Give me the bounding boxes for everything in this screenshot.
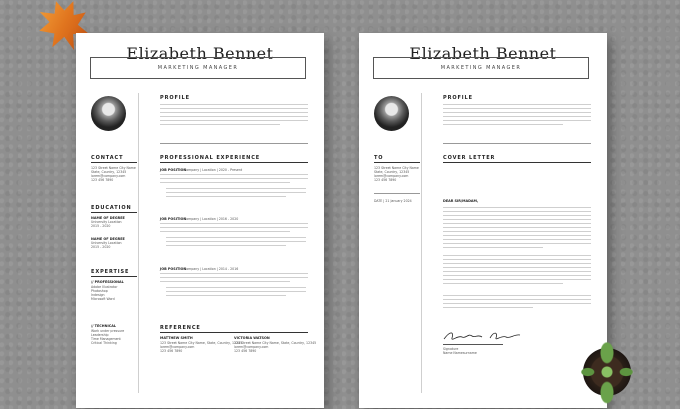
job-meta: Company | Location | 2020 - Present bbox=[184, 168, 243, 172]
profile-text-line bbox=[443, 104, 591, 105]
divider bbox=[443, 143, 591, 144]
expertise-item: Time Management bbox=[91, 337, 121, 341]
cover-title-box bbox=[373, 57, 589, 79]
expertise-heading: EXPERTISE bbox=[91, 269, 130, 275]
reference-heading: REFERENCE bbox=[160, 325, 201, 331]
divider bbox=[91, 162, 137, 163]
profile-text-line bbox=[160, 120, 308, 121]
expertise-title: // TECHNICAL bbox=[91, 324, 116, 328]
cover-name: Elizabeth Bennet bbox=[409, 44, 557, 63]
job-meta: Company | Location | 2014 - 2016 bbox=[184, 267, 239, 271]
job-bullet-line bbox=[166, 192, 306, 193]
profile-text-line bbox=[160, 112, 308, 113]
letter-text-line bbox=[443, 259, 591, 260]
reference-email: lorem@company.com bbox=[234, 345, 269, 349]
expertise-item: Photoshop bbox=[91, 289, 108, 293]
avatar bbox=[374, 96, 409, 131]
divider bbox=[374, 162, 420, 163]
expertise-item: Indesign bbox=[91, 293, 105, 297]
to-heading: TO bbox=[374, 155, 384, 161]
to-city: State, Country, 12345 bbox=[374, 170, 410, 174]
letter-greeting: DEAR SIR/MADAM, bbox=[443, 199, 479, 203]
job-title: JOB POSITION bbox=[160, 168, 187, 172]
education-degree: NAME OF DEGREE bbox=[91, 237, 125, 241]
job-text-line bbox=[160, 178, 308, 179]
succulent-plant-decoration bbox=[575, 340, 639, 404]
divider bbox=[374, 193, 420, 194]
divider bbox=[91, 276, 137, 277]
letter-text-line bbox=[443, 255, 591, 256]
job-text-line bbox=[160, 281, 290, 282]
profile-heading: PROFILE bbox=[443, 95, 473, 101]
contact-heading: CONTACT bbox=[91, 155, 124, 161]
job-text-line bbox=[160, 182, 290, 183]
profile-text-line bbox=[160, 104, 308, 105]
job-text-line bbox=[160, 227, 308, 228]
letter-text-line bbox=[443, 271, 591, 272]
reference-phone: 123 456 7890 bbox=[234, 349, 257, 353]
job-bullet-line bbox=[166, 245, 286, 246]
divider bbox=[91, 212, 137, 213]
cover-letter-sheet bbox=[359, 33, 607, 408]
job-text-line bbox=[160, 223, 308, 224]
to-address: 123 Street Name City Name bbox=[374, 166, 419, 170]
letter-text-line bbox=[443, 303, 591, 304]
resume-name: Elizabeth Bennet bbox=[126, 44, 274, 63]
column-divider bbox=[138, 93, 139, 393]
letter-text-line bbox=[443, 207, 591, 208]
reference-name: MATTHEW SMITH bbox=[160, 336, 193, 340]
profile-heading: PROFILE bbox=[160, 95, 190, 101]
signature-scribble bbox=[442, 329, 522, 343]
job-bullet-line bbox=[166, 287, 306, 288]
education-school: University Location bbox=[91, 220, 122, 224]
resume-title-box bbox=[90, 57, 306, 79]
reference-address: 123 Street Name City Name, State, Country, 12345 bbox=[160, 341, 243, 345]
letter-text-line bbox=[443, 267, 591, 268]
signature-label: Signature bbox=[443, 347, 459, 351]
column-divider bbox=[421, 93, 422, 393]
letter-text-line bbox=[443, 223, 591, 224]
job-text-line bbox=[160, 231, 290, 232]
job-bullet-line bbox=[166, 241, 306, 242]
letter-text-line bbox=[443, 227, 591, 228]
contact-address: 123 Street Name City Name bbox=[91, 166, 136, 170]
profile-text-line bbox=[160, 116, 308, 117]
experience-heading: PROFESSIONAL EXPERIENCE bbox=[160, 155, 261, 161]
job-bullet-line bbox=[166, 295, 286, 296]
profile-text-line bbox=[443, 112, 591, 113]
profile-text-line bbox=[443, 116, 591, 117]
profile-text-line bbox=[443, 124, 563, 125]
job-bullet-line bbox=[166, 237, 306, 238]
letter-text-line bbox=[443, 243, 591, 244]
profile-text-line bbox=[443, 108, 591, 109]
letter-text-line bbox=[443, 247, 543, 248]
divider bbox=[160, 332, 308, 333]
letter-text-line bbox=[443, 231, 591, 232]
resume-sheet bbox=[76, 33, 324, 408]
to-phone: 123 456 7890 bbox=[374, 178, 397, 182]
signature-line bbox=[443, 344, 503, 345]
expertise-item: Leadership bbox=[91, 333, 109, 337]
education-years: 2015 - 2020 bbox=[91, 224, 111, 228]
signer-name: Name Namesurname bbox=[443, 351, 477, 355]
letter-date: DATE | 21 January 2024 bbox=[374, 199, 412, 203]
education-years: 2015 - 2020 bbox=[91, 245, 111, 249]
education-school: University Location bbox=[91, 241, 122, 245]
contact-phone: 123 456 7890 bbox=[91, 178, 114, 182]
letter-text-line bbox=[443, 219, 591, 220]
job-bullet-line bbox=[166, 188, 306, 189]
avatar bbox=[91, 96, 126, 131]
cover-letter-heading: COVER LETTER bbox=[443, 155, 496, 161]
expertise-item: Microsoft Word bbox=[91, 297, 115, 301]
profile-text-line bbox=[443, 120, 591, 121]
contact-email: lorem@company.com bbox=[91, 174, 126, 178]
job-text-line bbox=[160, 174, 308, 175]
contact-city: State, Country, 12345 bbox=[91, 170, 127, 174]
education-degree: NAME OF DEGREE bbox=[91, 216, 125, 220]
letter-text-line bbox=[443, 211, 591, 212]
letter-text-line bbox=[443, 283, 563, 284]
divider bbox=[160, 162, 308, 163]
job-text-line bbox=[160, 273, 308, 274]
letter-text-line bbox=[443, 215, 591, 216]
job-meta: Company | Location | 2016 - 2020 bbox=[184, 217, 239, 221]
divider bbox=[160, 143, 308, 144]
resume-role: MARKETING MANAGER bbox=[157, 65, 239, 71]
expertise-title: // PROFESSIONAL bbox=[91, 280, 124, 284]
job-text-line bbox=[160, 277, 308, 278]
job-title: JOB POSITION bbox=[160, 217, 187, 221]
reference-email: lorem@company.com bbox=[160, 345, 195, 349]
divider bbox=[443, 162, 591, 163]
reference-address: 123 Street Name City Name, State, Country, 12345 bbox=[234, 341, 317, 345]
job-title: JOB POSITION bbox=[160, 267, 187, 271]
letter-text-line bbox=[443, 299, 591, 300]
job-bullet-line bbox=[166, 196, 286, 197]
expertise-item: Critical Thinking bbox=[91, 341, 117, 345]
reference-name: VICTORIA WATSON bbox=[234, 336, 270, 340]
expertise-item: Work under pressure bbox=[91, 329, 125, 333]
education-heading: EDUCATION bbox=[91, 205, 132, 211]
letter-text-line bbox=[443, 239, 591, 240]
expertise-item: Adobe Illustrator bbox=[91, 285, 118, 289]
reference-phone: 123 456 7890 bbox=[160, 349, 183, 353]
cover-role: MARKETING MANAGER bbox=[440, 65, 522, 71]
job-bullet-line bbox=[166, 291, 306, 292]
letter-text-line bbox=[443, 279, 591, 280]
letter-text-line bbox=[443, 235, 591, 236]
profile-text-line bbox=[160, 108, 308, 109]
letter-text-line bbox=[443, 295, 591, 296]
letter-text-line bbox=[443, 263, 591, 264]
letter-text-line bbox=[443, 307, 533, 308]
profile-text-line bbox=[160, 124, 280, 125]
letter-text-line bbox=[443, 275, 591, 276]
to-email: lorem@company.com bbox=[374, 174, 409, 178]
